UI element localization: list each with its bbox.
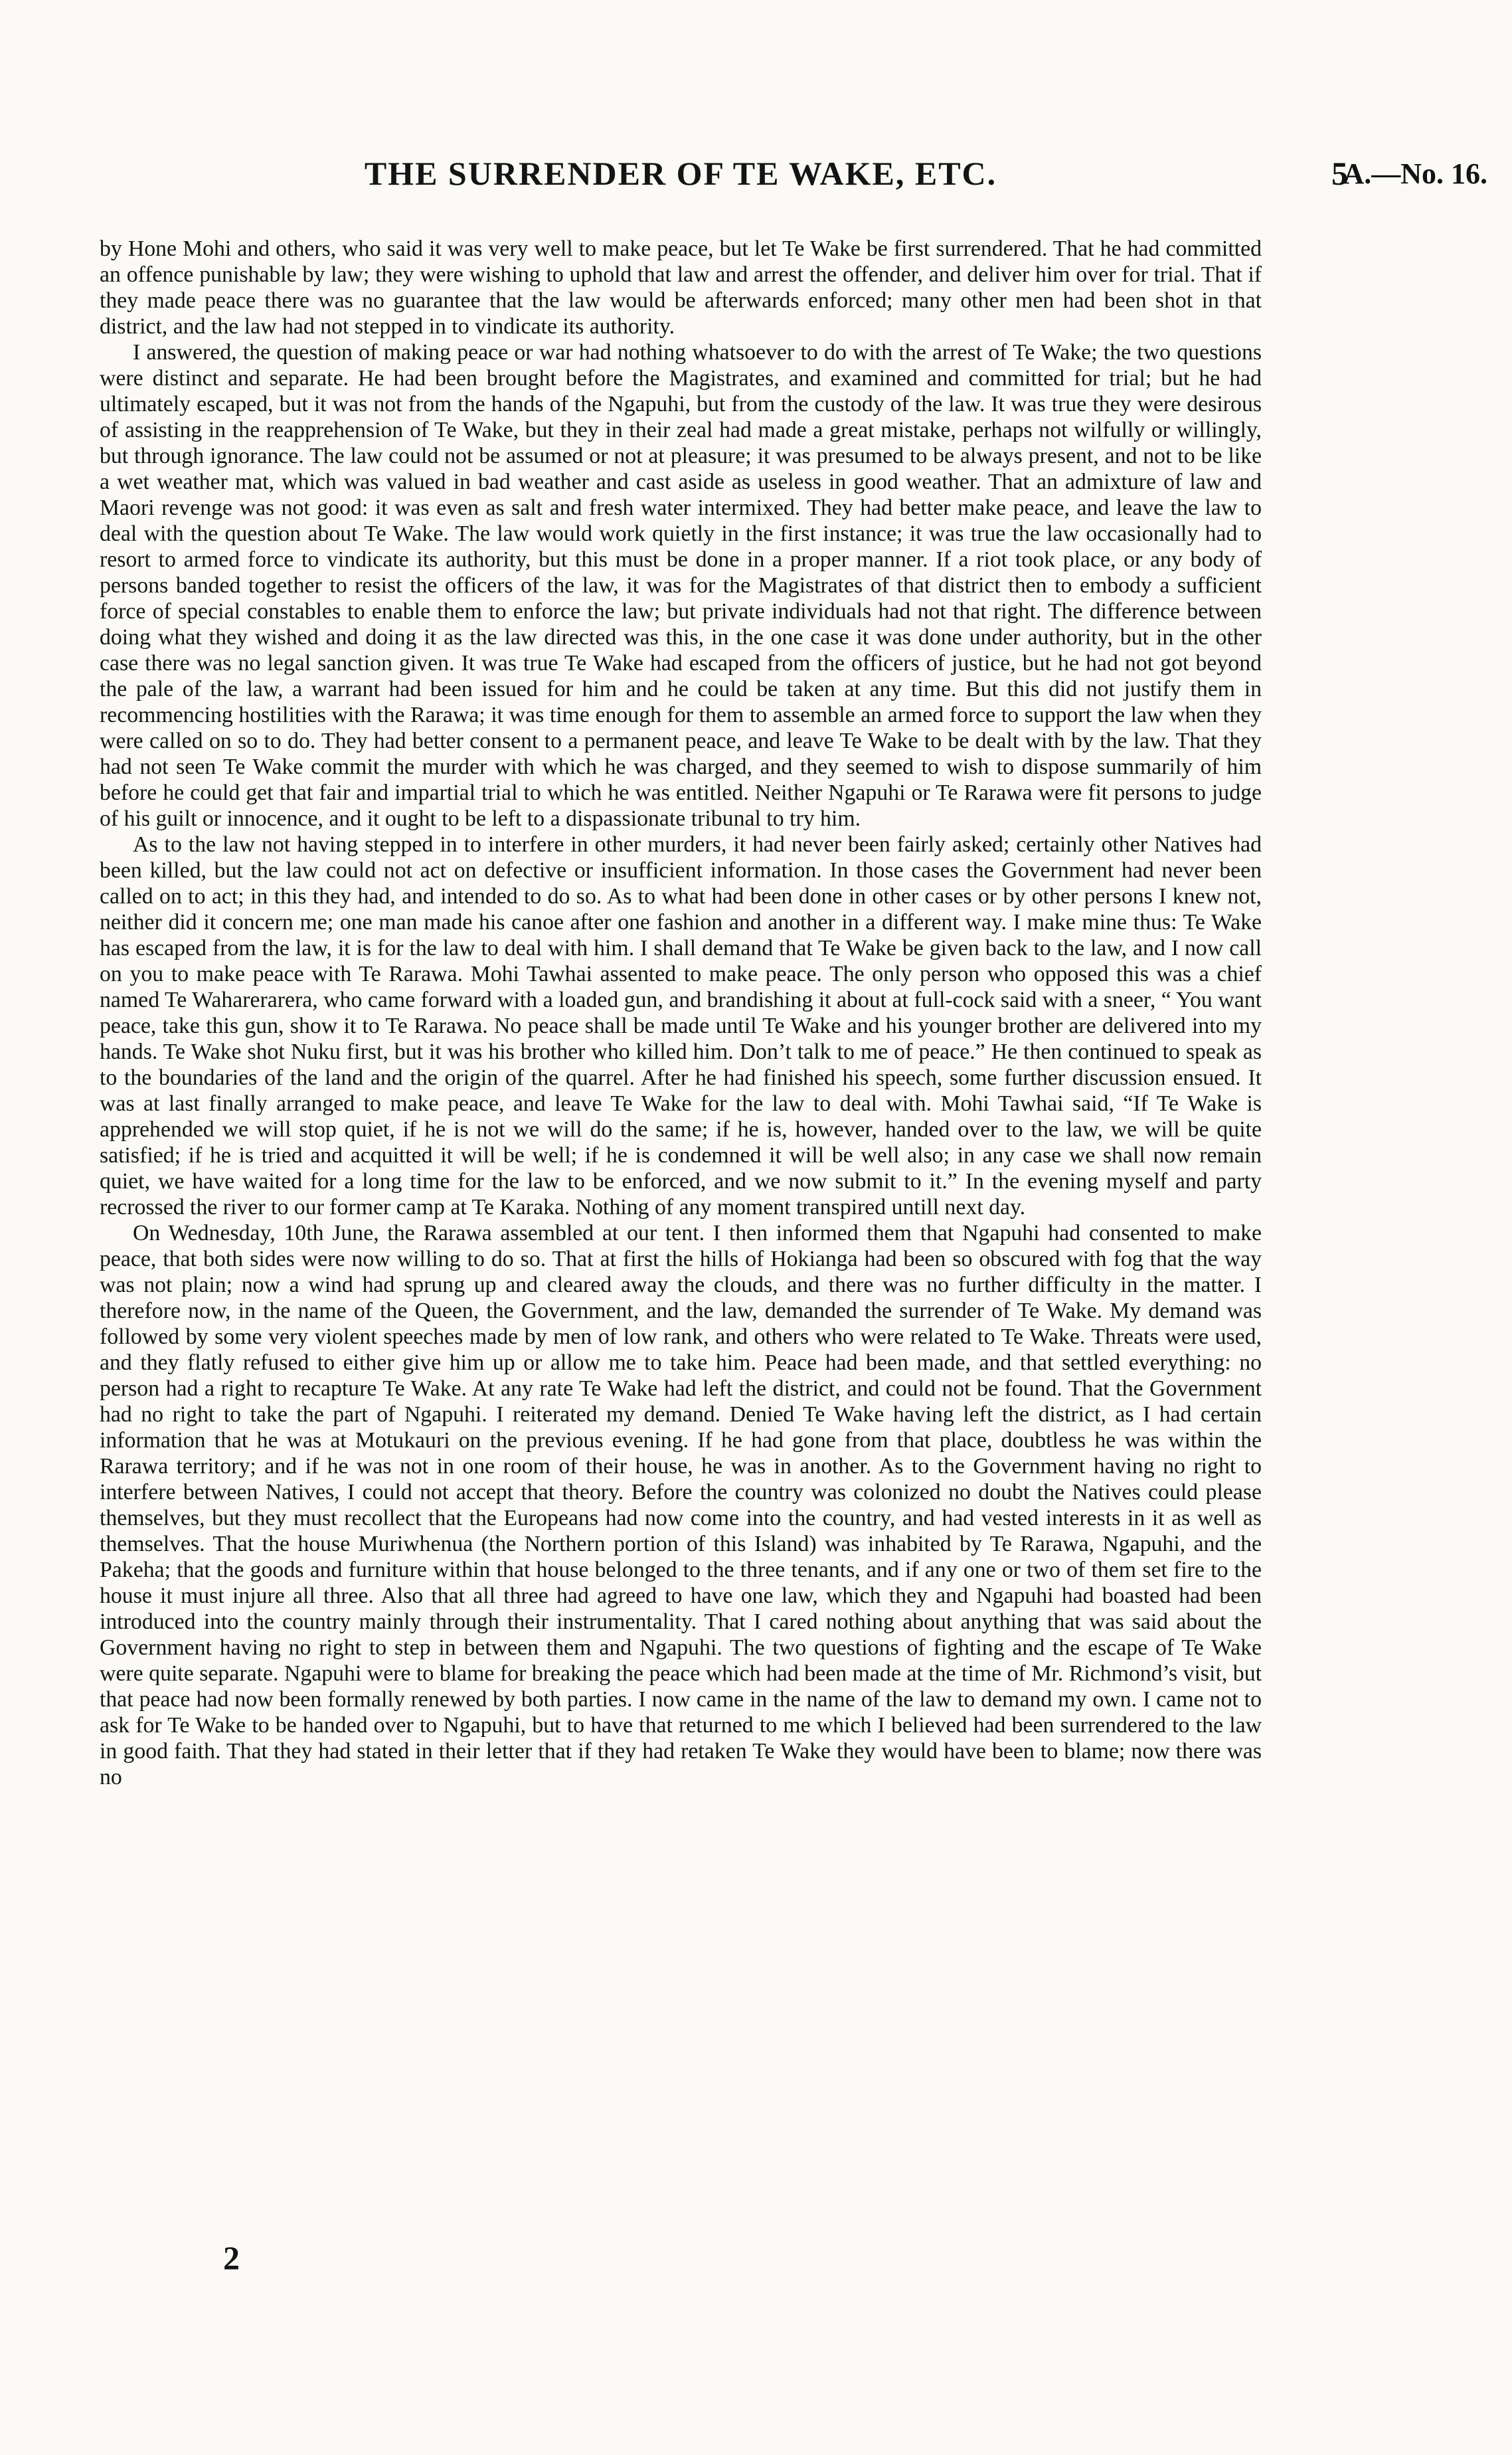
paragraph: On Wednesday, 10th June, the Rarawa assembled at our tent. I then informed them that Ngapuhi had consented to make peace, that both sides were now willing to do so. That at first the hills of Hokianga had been so obscured with fog that the way was not plain; now a wind had sprung up and cleared away the clouds, and there was no further difficulty in the matter. I therefore now, in the name of the Queen, the Government, and the law, demanded the surrender of Te Wake. My demand was followed by some very violent speeches made by men of low rank, and others who were related to Te Wake. Threats were used, and they flatly refused to either give him up or allow me to take him. Peace had been made, and that settled everything: no person had a right to recapture Te Wake. At any rate Te Wake had left the district, and could not be found. That the Government had no right to take the part of Ngapuhi. I reiterated my demand. Denied Te Wake having left the district, as I had certain information that he was at Motukauri on the previous evening. If he had gone from that place, doubtless he was within the Rarawa territory; and if he was not in one room of their house, he was in another. As to the Government having no right to interfere between Natives, I could not accept that theory. Before the country was colonized no doubt the Natives could please themselves, but they must recollect that the Europeans had now come into the country, and had vested interests in it as well as themselves. That the house Muriwhenua (the Northern portion of this Island) was inhabited by Te Rarawa, Ngapuhi, and the Pakeha; that the goods and furniture within that house belonged to the three tenants, and if any one or two of them set fire to the house it must injure all three. Also that all three had agreed to have one law, which they and Ngapuhi had boasted had been introduced into the country mainly through their instrumentality. That I cared nothing about anything that was said about the Government having no right to step in between them and Ngapuhi. The two questions of fighting and the escape of Te Wake were quite separate. Ngapuhi were to blame for breaking the peace which had been made at the time of Mr. Richmond’s visit, but that peace had now been formally renewed by both parties. I now came in the name of the law to demand my own. I came not to ask for Te Wake to be handed over to Ngapuhi, but to have that returned to me which I believed had been surrendered to the law in good faith. That they had stated in their letter that if they had retaken Te Wake they would have been to blame; now there was no — [100, 1221, 1262, 1789]
paragraph: I answered, the question of making peace or war had nothing whatsoever to do with the arrest of Te Wake; the two questions were distinct and separate. He had been brought before the Magistrates, and examined and committed for trial; but he had ultimately escaped, but it was not from the hands of the Ngapuhi, but from the custody of the law. It was true they were desirous of assisting in the reapprehension of Te Wake, but they in their zeal had made a great mistake, perhaps not wilfully or willingly, but through ignorance. The law could not be assumed or not at pleasure; it was presumed to be always present, and not to be like a wet weather mat, which was valued in bad weather and cast aside as useless in good weather. That an admixture of law and Maori revenge was not good: it was even as salt and fresh water intermixed. They had better make peace, and leave the law to deal with the question about Te Wake. The law would work quietly in the first instance; it was true the law occasionally had to resort to armed force to vindicate its authority, but this must be done in a proper manner. If a riot took place, or any body of persons banded together to resist the officers of the law, it was for the Magistrates of that district then to embody a sufficient force of special constables to enable them to enforce the law; but private individuals had not that right. The difference between doing what they wished and doing it as the law directed was this, in the one case it was done under authority, but in the other case there was no legal sanction given. It was true Te Wake had escaped from the officers of justice, but he had not got beyond the pale of the law, a warrant had been issued for him and he could be taken at any time. But this did not justify them in recommencing hostilities with the Rarawa; it was time enough for them to assemble an armed force to support the law when they were called on so to do. They had better consent to a permanent peace, and leave Te Wake to be dealt with by the law. That they had not seen Te Wake commit the murder with which he was charged, and they seemed to wish to dispose summarily of him before he could get that fair and impartial trial to which he was entitled. Neither Ngapuhi or Te Rarawa were fit persons to judge of his guilt or innocence, and it ought to be left to a dispassionate tribunal to try him. — [100, 340, 1262, 831]
paragraph-continued: by Hone Mohi and others, who said it was very well to make peace, but let Te Wake be first surrendered. That he had committed an offence punishable by law; they were wishing to uphold that law and arrest the offender, and deliver him over for trial. That if they made peace there was no guarantee that the law would be afterwards enforced; many other men had been shot in that district, and the law had not stepped in to vindicate its authority. — [100, 236, 1262, 339]
body-text — [100, 236, 1262, 1790]
page-header — [93, 154, 1487, 214]
paragraph: As to the law not having stepped in to interfere in other murders, it had never been fairly asked; certainly other Natives had been killed, but the law could not act on defective or insufficient information. In those cases the Government had never been called on to act; in this they had, and intended to do so. As to what had been done in other cases or by other persons I knew not, neither did it concern me; one man made his canoe after one fashion and another in a different way. I make mine thus: Te Wake has escaped from the law, it is for the law to deal with him. I shall demand that Te Wake be given back to the law, and I now call on you to make peace with Te Rarawa. Mohi Tawhai assented to make peace. The only person who opposed this was a chief named Te Waharerarera, who came forward with a loaded gun, and brandishing it about at full-cock said with a sneer, “ You want peace, take this gun, show it to Te Rarawa. No peace shall be made until Te Wake and his younger brother are delivered into my hands. Te Wake shot Nuku first, but it was his brother who killed him. Don’t talk to me of peace.” He then continued to speak as to the boundaries of the land and the origin of the quarrel. After he had finished his speech, some further discussion ensued. It was at last finally arranged to make peace, and leave Te Wake for the law to deal with. Mohi Tawhai said, “If Te Wake is apprehended we will stop quiet, if he is not we will do the same; if he is, however, handed over to the law, we will be quite satisfied; if he is tried and acquitted it will be well; if he is condemned it will be well also; in any case we shall now remain quiet, we have waited for a long time for the law to be enforced, and we now submit to it.” In the evening myself and party recrossed the river to our former camp at Te Karaka. Nothing of any moment transpired untill next day. — [100, 832, 1262, 1220]
running-title: THE SURRENDER OF TE WAKE, ETC. — [364, 155, 997, 192]
printer-signature-mark: 2 — [223, 2239, 240, 2276]
document-reference: A.—No. 16. — [1343, 157, 1487, 190]
page-number: 5 — [1331, 155, 1348, 192]
